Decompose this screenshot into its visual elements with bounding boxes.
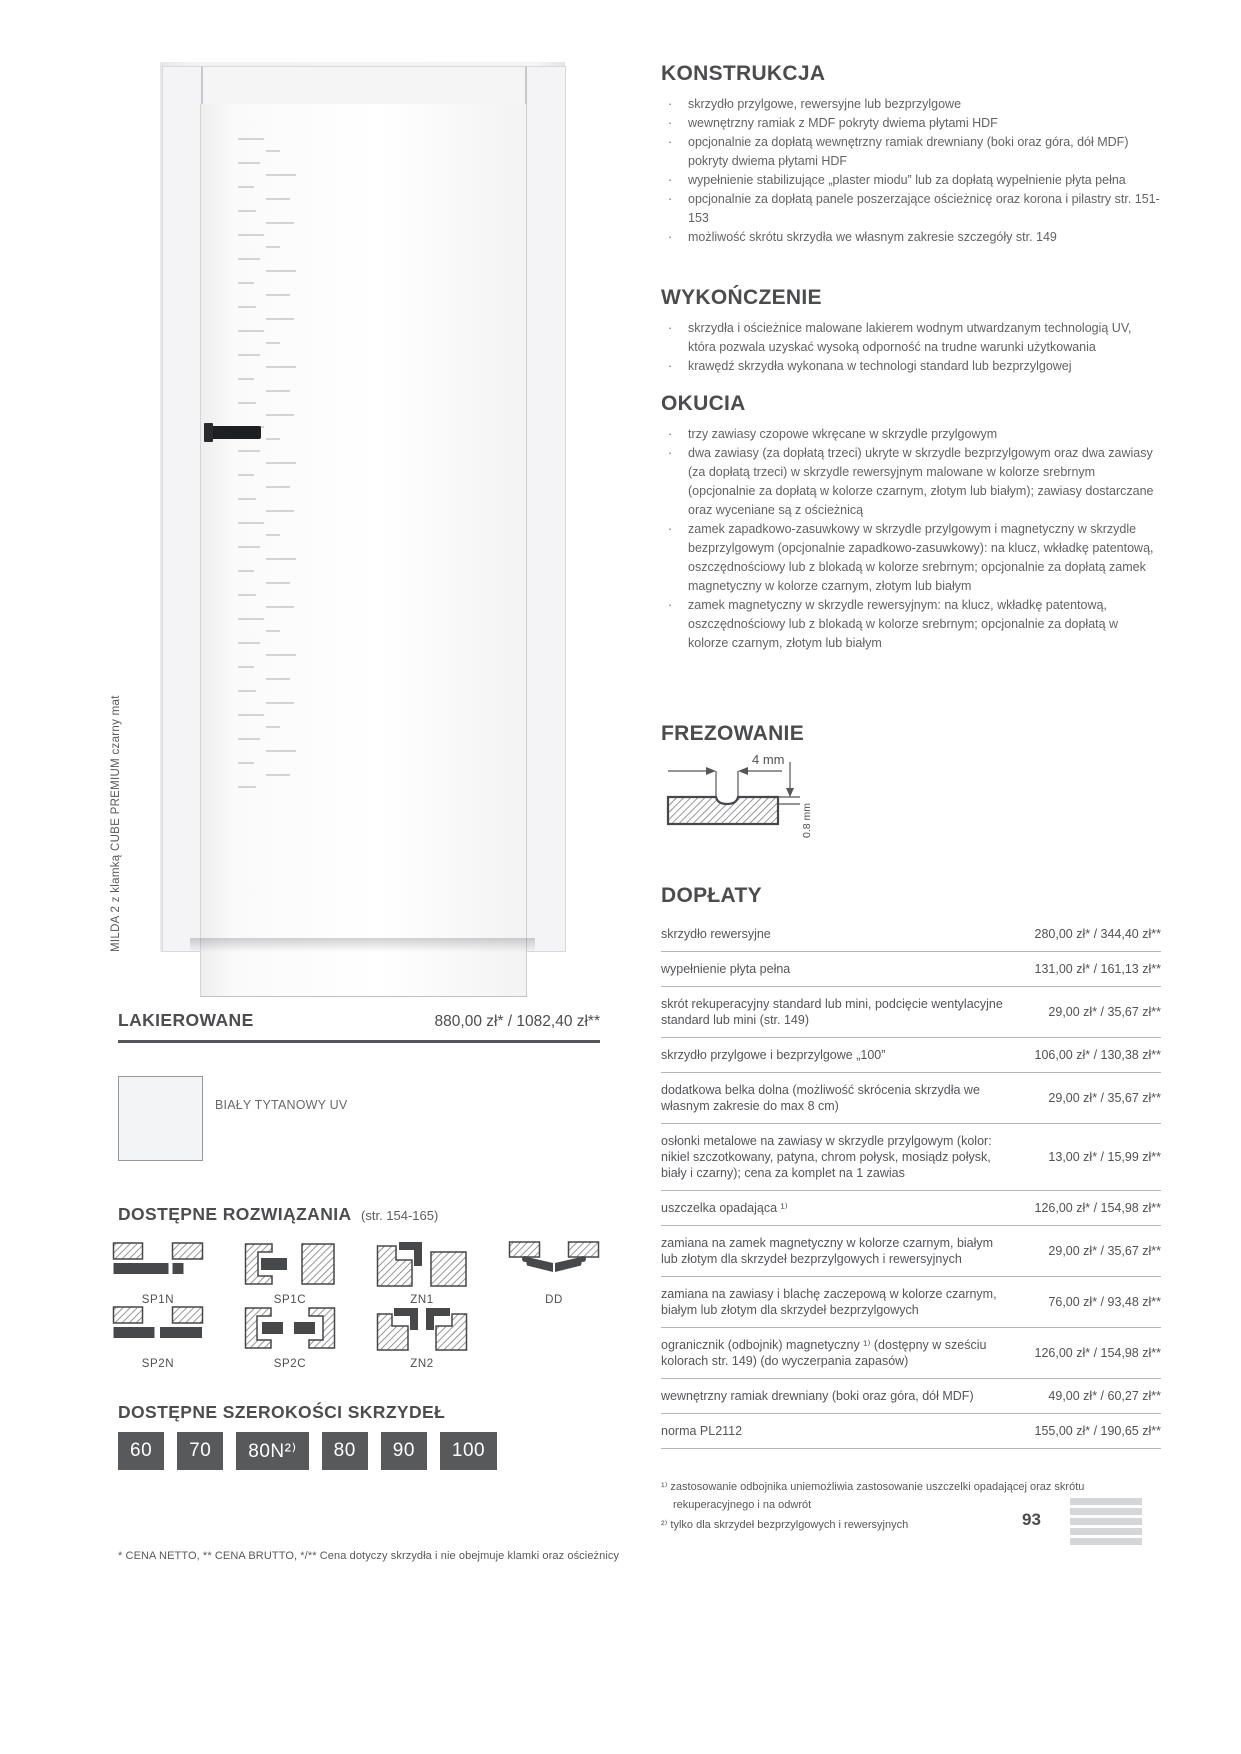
- bullet-item: · skrzydło przylgowe, rewersyjne lub bezprzylgowe: [661, 95, 1161, 114]
- table-row: [661, 1379, 1161, 1414]
- milling-dash: [266, 342, 280, 344]
- bullet-item: · zamek magnetyczny w skrzydle rewersyjnym: na klucz, wkładkę patentową, oszczędnościowy lub z blokadą w kolorze srebrnym; opcjonalnie za dopłatą w kolorze czarnym, złotym lub białym: [661, 596, 1161, 653]
- widths-heading: DOSTĘPNE SZEROKOŚCI SKRZYDEŁ: [118, 1402, 446, 1422]
- milling-dash: [238, 594, 256, 596]
- page-number: 93: [1022, 1510, 1041, 1529]
- corner-bar: [1070, 1508, 1142, 1515]
- bullet-item: · trzy zawiasy czopowe wkręcane w skrzydle przylgowym: [661, 425, 1161, 444]
- door-milling-pattern: [238, 138, 296, 806]
- milling-dash: [238, 306, 256, 308]
- milling-dash: [266, 174, 296, 176]
- door-leaf: [200, 104, 527, 997]
- milling-dash: [266, 198, 290, 200]
- solution-label: SP2C: [273, 1358, 307, 1370]
- width-chip-60: 60: [118, 1432, 164, 1470]
- solution-zn2: [376, 1304, 468, 1368]
- solution-sp2n: [112, 1304, 204, 1368]
- milling-dash: [266, 486, 290, 488]
- row-price: 155,00 zł* / 190,65 zł**: [1034, 1424, 1161, 1438]
- milling-dash: [266, 678, 290, 680]
- milling-dash: [238, 570, 254, 572]
- solution-label: ZN2: [410, 1358, 434, 1370]
- milling-dash: [266, 414, 294, 416]
- solutions-title: DOSTĘPNE ROZWIĄZANIA: [118, 1204, 352, 1224]
- milling-dash: [266, 654, 296, 656]
- row-price: 13,00 zł* / 15,99 zł**: [1048, 1150, 1161, 1164]
- milling-dash: [238, 690, 256, 692]
- sp2c-diagram-icon: [244, 1304, 336, 1352]
- milling-dash: [238, 282, 254, 284]
- row-label: dodatkowa belka dolna (możliwość skrócenia skrzydła we własnym zakresie do max 8 cm): [661, 1083, 980, 1113]
- section-title: FREZOWANIE: [661, 722, 804, 745]
- section-okucia: [661, 392, 1161, 653]
- width-chip-80: 80: [322, 1432, 368, 1470]
- milling-dash: [238, 234, 264, 236]
- solution-sp1c: [244, 1240, 336, 1304]
- section-doplaty: [661, 884, 1161, 1449]
- table-row: [661, 1226, 1161, 1277]
- product-name-vertical: MILDA 2 z klamką CUBE PREMIUM czarny mat: [110, 695, 122, 952]
- solution-sp1n: [112, 1240, 204, 1304]
- finish-label: LAKIEROWANE: [118, 1010, 254, 1030]
- right-footnotes: [661, 1478, 1131, 1536]
- corner-bar: [1070, 1518, 1142, 1525]
- widths-row: [118, 1432, 497, 1470]
- table-row: [661, 1414, 1161, 1449]
- milling-dash: [238, 618, 264, 620]
- milling-dash: [266, 462, 296, 464]
- footnote-1: ¹⁾ zastosowanie odbojnika uniemożliwia zastosowanie uszczelki opadającej oraz skrótu rekuperacyjnego i na odwrót: [661, 1481, 1085, 1512]
- milling-cross-section-diagram: [660, 750, 830, 846]
- bullet-item: · możliwość skrótu skrzydła we własnym zakresie szczegóły str. 149: [661, 228, 1161, 247]
- row-price: 76,00 zł* / 93,48 zł**: [1048, 1295, 1161, 1309]
- row-label: wypełnienie płyta pełna: [661, 962, 791, 976]
- milling-dash: [266, 750, 296, 752]
- width-chip-90: 90: [381, 1432, 427, 1470]
- milling-dash: [238, 738, 260, 740]
- dim-depth-label: 0.8 mm: [801, 802, 813, 838]
- door-handle-icon: [205, 426, 261, 439]
- corner-bar: [1070, 1538, 1142, 1545]
- row-price: 106,00 zł* / 130,38 zł**: [1034, 1048, 1161, 1062]
- milling-dash: [266, 318, 294, 320]
- sp1n-diagram-icon: [112, 1240, 204, 1288]
- floor-shadow: [190, 938, 535, 952]
- milling-dash: [266, 366, 296, 368]
- bullet-item: · wewnętrzny ramiak z MDF pokryty dwiema płytami HDF: [661, 114, 1161, 133]
- bullet-list: [661, 319, 1161, 376]
- row-price: 29,00 zł* / 35,67 zł**: [1048, 1244, 1161, 1258]
- table-row: [661, 1191, 1161, 1226]
- footnote-2: ²⁾ tylko dla skrzydeł bezprzylgowych i rewersyjnych: [661, 1519, 909, 1532]
- sp1c-diagram-icon: [244, 1240, 336, 1288]
- row-label: ogranicznik (odbojnik) magnetyczny ¹⁾ (dostępny w sześciu kolorach str. 149) (do wyczerpania zapasów): [661, 1338, 987, 1368]
- milling-dash: [238, 138, 264, 140]
- table-row: [661, 1277, 1161, 1328]
- solution-sp2c: [244, 1304, 336, 1368]
- milling-dash: [238, 786, 256, 788]
- milling-dash: [238, 330, 264, 332]
- milling-dash: [238, 186, 254, 188]
- bullet-list: [661, 95, 1161, 247]
- row-label: zamiana na zawiasy i blachę zaczepową w kolorze czarnym, białym lub złotym dla skrzydeł bezprzylgowych: [661, 1287, 997, 1317]
- milling-dash: [266, 222, 294, 224]
- surcharges-table: [661, 917, 1161, 1449]
- finish-price-bar: [118, 1010, 600, 1043]
- milling-dash: [266, 438, 280, 440]
- table-row: [661, 952, 1161, 987]
- row-label: wewnętrzny ramiak drewniany (boki oraz góra, dół MDF): [661, 1389, 974, 1403]
- solutions-grid: [112, 1240, 640, 1368]
- color-swatch: [118, 1076, 203, 1161]
- milling-dash: [238, 762, 254, 764]
- row-label: uszczelka opadająca ¹⁾: [661, 1201, 788, 1215]
- dim-width-label: 4 mm: [752, 752, 785, 767]
- bullet-item: · opcjonalnie za dopłatą wewnętrzny ramiak drewniany (boki oraz góra, dół MDF) pokryty dwiema płytami HDF: [661, 133, 1161, 171]
- section-title: KONSTRUKCJA: [661, 62, 826, 85]
- milling-dash: [238, 474, 254, 476]
- width-chip-80n: 80N²⁾: [236, 1432, 308, 1470]
- sp2n-diagram-icon: [112, 1304, 204, 1352]
- solution-label: SP1N: [141, 1294, 175, 1306]
- milling-dash: [238, 714, 264, 716]
- milling-dash: [238, 498, 256, 500]
- milling-dash: [238, 402, 256, 404]
- table-row: [661, 1328, 1161, 1379]
- milling-dash: [266, 246, 280, 248]
- zn1-diagram-icon: [376, 1240, 468, 1288]
- solution-label: SP1C: [273, 1294, 307, 1306]
- bullet-item: · wypełnienie stabilizujące „plaster miodu” lub za dopłatą wypełnienie płyta pełna: [661, 171, 1161, 190]
- finish-price: 880,00 zł* / 1082,40 zł**: [434, 1013, 600, 1030]
- section-title: DOPŁATY: [661, 884, 762, 907]
- bullet-list: [661, 425, 1161, 653]
- milling-dash: [266, 630, 280, 632]
- row-price: 49,00 zł* / 60,27 zł**: [1048, 1389, 1161, 1403]
- milling-dash: [238, 210, 256, 212]
- solution-zn1: [376, 1240, 468, 1304]
- corner-bar: [1070, 1528, 1142, 1535]
- table-row: [661, 1038, 1161, 1073]
- solution-label: SP2N: [141, 1358, 175, 1370]
- milling-dash: [238, 642, 260, 644]
- row-label: skrót rekuperacyjny standard lub mini, podcięcie wentylacyjne standard lub mini (str. 149): [661, 997, 1003, 1027]
- section-title: WYKOŃCZENIE: [661, 286, 822, 309]
- width-chip-100: 100: [440, 1432, 497, 1470]
- table-row: [661, 917, 1161, 952]
- door-frame-right-post: [525, 66, 566, 952]
- milling-dash: [238, 666, 254, 668]
- milling-dash: [238, 162, 260, 164]
- milling-dash: [266, 390, 290, 392]
- bullet-item: · opcjonalnie za dopłatą panele poszerzające ościeżnicę oraz korona i pilastry str. 151-153: [661, 190, 1161, 228]
- handle-rosette: [204, 423, 213, 442]
- milling-dash: [266, 702, 294, 704]
- table-row: [661, 1073, 1161, 1124]
- door-frame-left-post: [162, 66, 203, 952]
- milling-dash: [266, 774, 290, 776]
- row-label: norma PL2112: [661, 1424, 743, 1438]
- row-price: 126,00 zł* / 154,98 zł**: [1034, 1346, 1161, 1360]
- page-corner-bars: [1070, 1498, 1142, 1548]
- solutions-heading: [118, 1204, 438, 1225]
- row-price: 29,00 zł* / 35,67 zł**: [1048, 1091, 1161, 1105]
- row-label: osłonki metalowe na zawiasy w skrzydle przylgowym (kolor: nikiel szczotkowany, patyna, chrom połysk, mosiądz połysk, biały i czarny); cena za komplet na 1 zawias: [661, 1134, 992, 1180]
- table-row: [661, 987, 1161, 1038]
- section-wykonczenie: [661, 286, 1161, 376]
- solution-label: DD: [545, 1294, 563, 1306]
- bullet-item: · skrzydła i ościeżnice malowane lakierem wodnym utwardzanym technologią UV, która pozwala uzyskać wysoką odporność na trudne warunki użytkowania: [661, 319, 1161, 357]
- milling-dash: [266, 510, 294, 512]
- table-row: [661, 1124, 1161, 1191]
- milling-dash: [238, 450, 260, 452]
- bullet-item: · zamek zapadkowo-zasuwkowy w skrzydle przylgowym i magnetyczny w skrzydle bezprzylgowym (opcjonalnie zapadkowo-zasuwkowy): na klucz, wkładkę patentową, oszczędnościowy lub z blokadą w kolorze srebrnym; opcjonalnie za dopłatą zamek magnetyczny w kolorze czarnym, złotym lub białym: [661, 520, 1161, 596]
- row-label: skrzydło rewersyjne: [661, 927, 771, 941]
- milling-dash: [238, 258, 260, 260]
- milling-dash: [266, 534, 280, 536]
- bullet-item: · dwa zawiasy (za dopłatą trzeci) ukryte w skrzydle bezprzylgowym oraz dwa zawiasy (za dopłatą trzeci) w skrzydle rewersyjnym malowane w kolorze srebrnym (opcjonalnie za dopłatą w kolorze czarnym, złotym lub białym); zawiasy dostarczane oraz wyceniane są z ościeżnicą: [661, 444, 1161, 520]
- solutions-page-ref: (str. 154-165): [361, 1208, 439, 1223]
- row-price: 131,00 zł* / 161,13 zł**: [1034, 962, 1161, 976]
- zn2-diagram-icon: [376, 1304, 468, 1352]
- price-footnote: * CENA NETTO, ** CENA BRUTTO, */** Cena dotyczy skrzydła i nie obejmuje klamki oraz ościeżnicy: [118, 1550, 620, 1562]
- milling-dash: [238, 378, 254, 380]
- milling-dash: [266, 606, 294, 608]
- door-frame-lintel: [162, 66, 565, 107]
- bullet-item: · krawędź skrzydła wykonana w technologi standard lub bezprzylgowej: [661, 357, 1161, 376]
- door-photo: [160, 62, 565, 952]
- solution-label: ZN1: [410, 1294, 434, 1306]
- corner-bar: [1070, 1498, 1142, 1505]
- row-price: 280,00 zł* / 344,40 zł**: [1034, 927, 1161, 941]
- row-price: 126,00 zł* / 154,98 zł**: [1034, 1201, 1161, 1215]
- milling-dash: [266, 558, 296, 560]
- milling-dash: [238, 546, 260, 548]
- milling-dash: [238, 522, 264, 524]
- row-price: 29,00 zł* / 35,67 zł**: [1048, 1005, 1161, 1019]
- milling-dash: [266, 726, 280, 728]
- milling-dash: [266, 150, 280, 152]
- dd-diagram-icon: [508, 1240, 600, 1288]
- color-name: BIAŁY TYTANOWY UV: [215, 1098, 348, 1112]
- row-label: skrzydło przylgowe i bezprzylgowe „100”: [661, 1048, 886, 1062]
- row-label: zamiana na zamek magnetyczny w kolorze czarnym, białym lub złotym dla skrzydeł bezprzylgowych i rewersyjnych: [661, 1236, 994, 1266]
- section-title: OKUCIA: [661, 392, 746, 415]
- milling-dash: [266, 270, 296, 272]
- milling-dash: [266, 294, 290, 296]
- milling-dash: [266, 582, 290, 584]
- section-konstrukcja: [661, 62, 1161, 247]
- milling-dash: [238, 354, 260, 356]
- solution-dd: [508, 1240, 600, 1304]
- width-chip-70: 70: [177, 1432, 223, 1470]
